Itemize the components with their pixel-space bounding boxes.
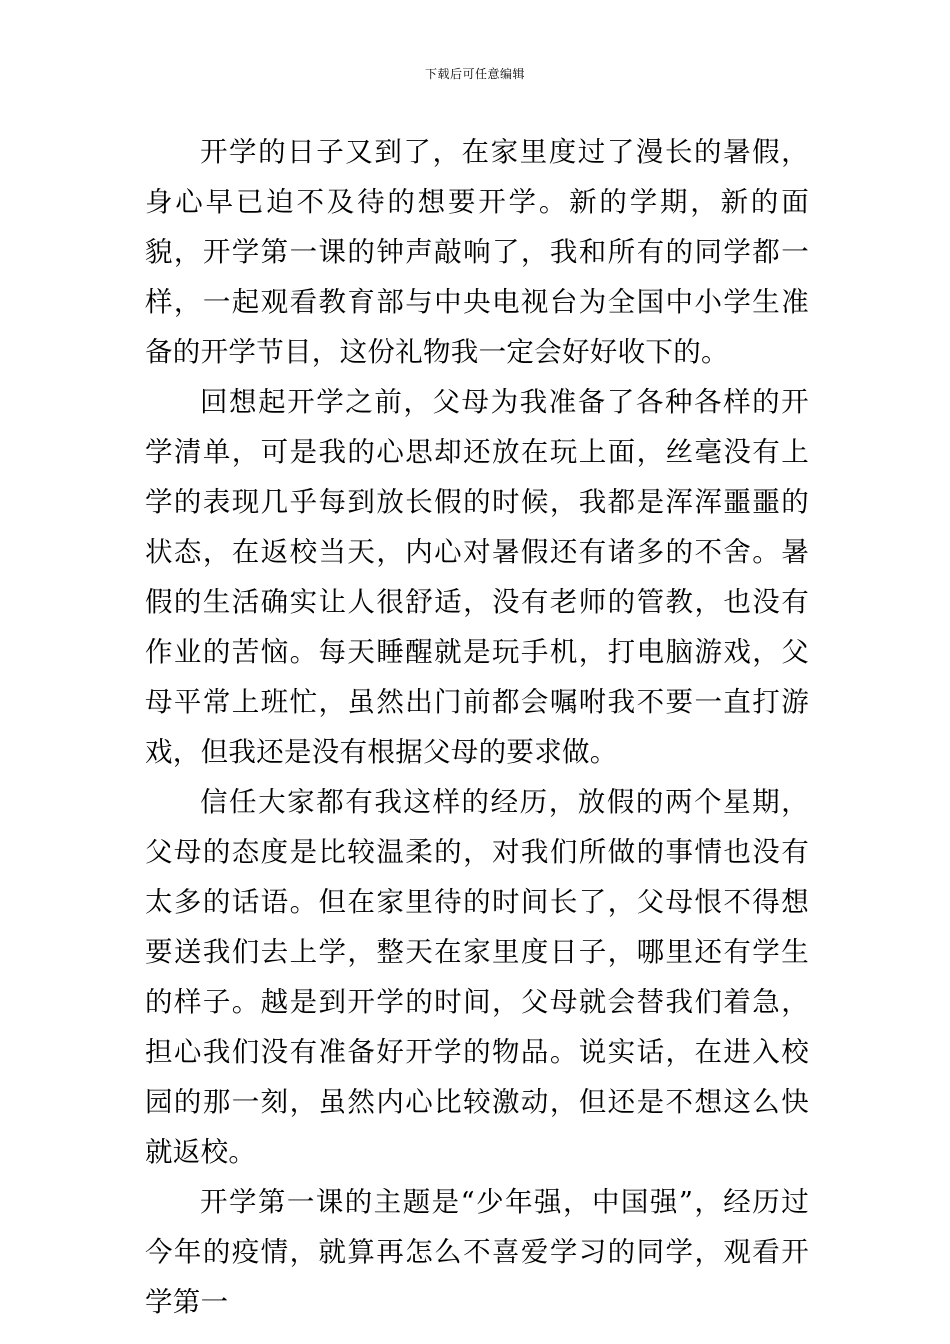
- paragraph: 开学的日子又到了，在家里度过了漫长的暑假，身心早已迫不及待的想要开学。新的学期，新的面貌，开学第一课的钟声敲响了，我和所有的同学都一样，一起观看教育部与中央电视台为全国中小学生准备的开学节目，这份礼物我一定会好好收下的。: [145, 136, 809, 368]
- document-body: [145, 127, 809, 1327]
- paragraph: 开学第一课的主题是“少年强，中国强”，经历过今年的疫情，就算再怎么不喜爱学习的同学，观看开学第一: [145, 1186, 809, 1318]
- paragraph: 信任大家都有我这样的经历，放假的两个星期，父母的态度是比较温柔的，对我们所做的事情也没有太多的话语。但在家里待的时间长了，父母恨不得想要送我们去上学，整天在家里度日子，哪里还有学生的样子。越是到开学的时间，父母就会替我们着急，担心我们没有准备好开学的物品。说实话，在进入校园的那一刻，虽然内心比较激动，但还是不想这么快就返校。: [145, 786, 809, 1168]
- header-note: 下载后可任意编辑: [424, 67, 525, 81]
- paragraph: 回想起开学之前，父母为我准备了各种各样的开学清单，可是我的心思却还放在玩上面，丝毫没有上学的表现几乎每到放长假的时候，我都是浑浑噩噩的状态，在返校当天，内心对暑假还有诸多的不舍。暑假的生活确实让人很舒适，没有老师的管教，也没有作业的苦恼。每天睡醒就是玩手机，打电脑游戏，父母平常上班忙，虽然出门前都会嘱咐我不要一直打游戏，但我还是没有根据父母的要求做。: [145, 386, 809, 768]
